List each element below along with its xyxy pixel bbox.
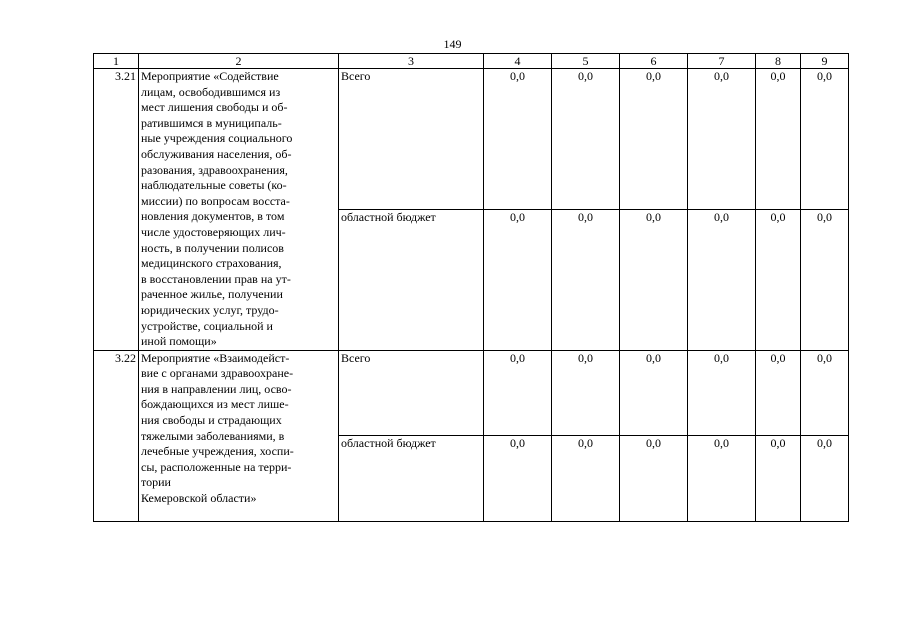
column-number-row xyxy=(94,54,849,69)
description-line: медицинского страхования, xyxy=(141,256,282,271)
description-line: миссии) по вопросам восста- xyxy=(141,193,290,208)
measure-description xyxy=(139,69,339,351)
value-cell: 0,0 xyxy=(688,436,756,521)
description-line: Мероприятие «Содействие xyxy=(141,69,279,83)
column-header-2: 2 xyxy=(139,54,339,69)
blank-line xyxy=(141,507,336,521)
description-line: в восстановлении прав на ут- xyxy=(141,271,291,286)
value-cell: 0,0 xyxy=(688,209,756,350)
value-cell: 0,0 xyxy=(620,209,688,350)
funding-source: областной бюджет xyxy=(339,209,484,350)
description-line: ния в направлении лиц, осво- xyxy=(141,381,292,396)
description-line: числе удостоверяющих лич- xyxy=(141,224,286,239)
value-cell: 0,0 xyxy=(620,436,688,521)
budget-table xyxy=(93,53,849,522)
description-line: ния свободы и страдающих xyxy=(141,413,282,428)
value-cell: 0,0 xyxy=(688,69,756,210)
funding-source: областной бюджет xyxy=(339,436,484,521)
value-cell: 0,0 xyxy=(620,69,688,210)
column-header-5: 5 xyxy=(552,54,620,69)
value-cell: 0,0 xyxy=(484,209,552,350)
column-header-3: 3 xyxy=(339,54,484,69)
page-number: 149 xyxy=(443,37,462,51)
description-line: новления документов, в том xyxy=(141,209,285,224)
description-line: ратившимся в муниципаль- xyxy=(141,115,282,130)
value-cell: 0,0 xyxy=(688,350,756,435)
description-line: лицам, освободившимся из xyxy=(141,84,281,99)
funding-source: Всего xyxy=(339,350,484,435)
value-cell: 0,0 xyxy=(801,350,849,435)
row-number: 3.21 xyxy=(94,69,139,351)
value-cell: 0,0 xyxy=(552,69,620,210)
measure-description xyxy=(139,350,339,521)
column-header-8: 8 xyxy=(756,54,801,69)
description-line: ность, в получении полисов xyxy=(141,240,284,255)
value-cell: 0,0 xyxy=(756,350,801,435)
description-line: вие с органами здравоохране- xyxy=(141,366,294,381)
description-line: иной помощи» xyxy=(141,334,217,349)
value-cell: 0,0 xyxy=(484,436,552,521)
table-row xyxy=(94,350,849,435)
value-cell: 0,0 xyxy=(801,69,849,210)
value-cell: 0,0 xyxy=(756,209,801,350)
value-cell: 0,0 xyxy=(756,69,801,210)
description-line: мест лишения свободы и об- xyxy=(141,100,288,115)
description-line: Кемеровской области» xyxy=(141,491,257,506)
column-header-4: 4 xyxy=(484,54,552,69)
description-line: ные учреждения социального xyxy=(141,131,293,146)
value-cell: 0,0 xyxy=(484,350,552,435)
description-line: бождающихся из мест лише- xyxy=(141,397,289,412)
value-cell: 0,0 xyxy=(484,69,552,210)
value-cell: 0,0 xyxy=(801,436,849,521)
description-line: сы, расположенные на терри- xyxy=(141,459,292,474)
column-header-6: 6 xyxy=(620,54,688,69)
description-line: Мероприятие «Взаимодейст- xyxy=(141,350,290,365)
description-line: тяжелыми заболеваниями, в xyxy=(141,428,285,443)
description-line: тории xyxy=(141,475,171,490)
column-header-9: 9 xyxy=(801,54,849,69)
value-cell: 0,0 xyxy=(552,350,620,435)
description-line: лечебные учреждения, хоспи- xyxy=(141,444,294,459)
value-cell: 0,0 xyxy=(552,209,620,350)
description-line: юридических услуг, трудо- xyxy=(141,302,279,317)
description-line: наблюдательные советы (ко- xyxy=(141,178,287,193)
value-cell: 0,0 xyxy=(552,436,620,521)
description-line: разования, здравоохранения, xyxy=(141,162,288,177)
value-cell: 0,0 xyxy=(620,350,688,435)
description-line: устройстве, социальной и xyxy=(141,318,273,333)
row-number: 3.22 xyxy=(94,350,139,521)
funding-source: Всего xyxy=(339,69,484,210)
description-line: раченное жилье, получении xyxy=(141,287,283,302)
column-header-7: 7 xyxy=(688,54,756,69)
value-cell: 0,0 xyxy=(756,436,801,521)
column-header-1: 1 xyxy=(94,54,139,69)
value-cell: 0,0 xyxy=(801,209,849,350)
table-row xyxy=(94,69,849,210)
description-line: обслуживания населения, об- xyxy=(141,146,292,161)
